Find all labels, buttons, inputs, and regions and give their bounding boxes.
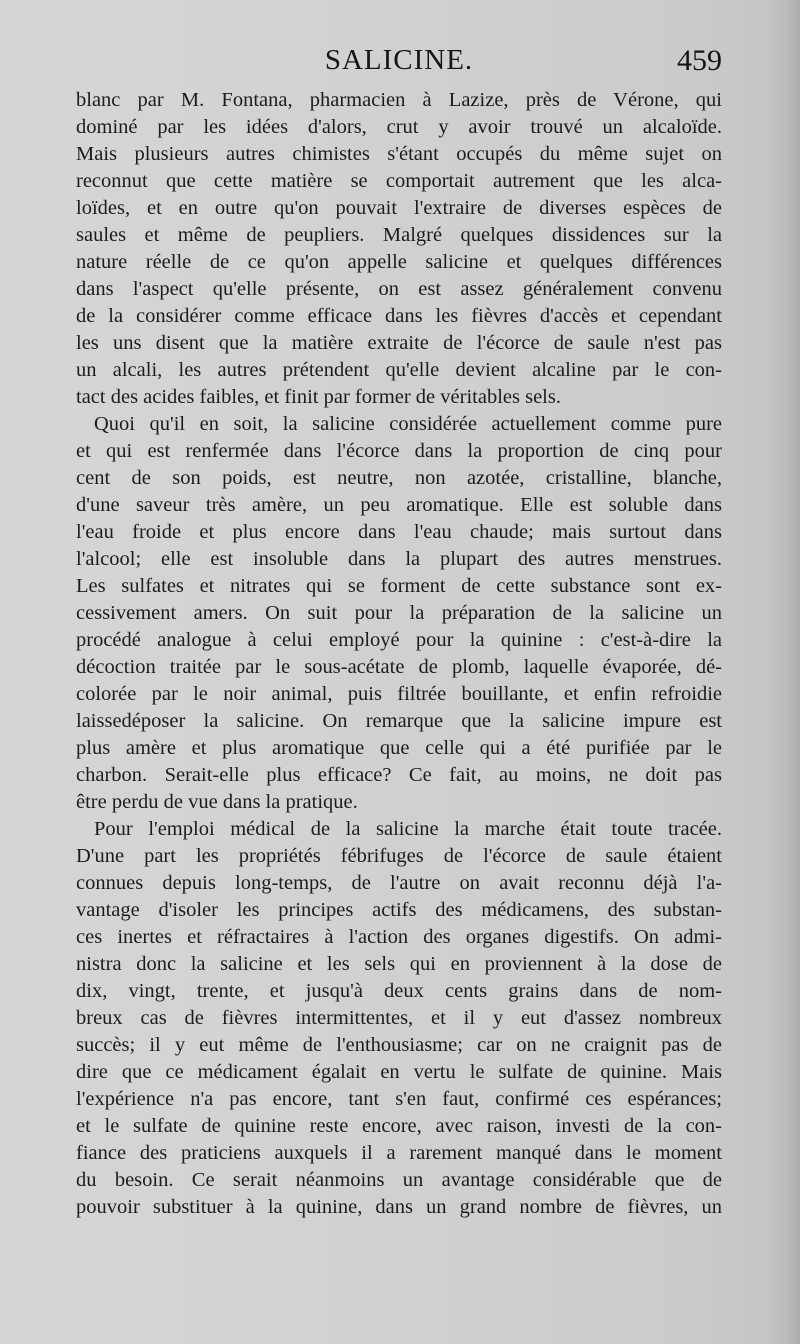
paragraph bbox=[76, 411, 722, 816]
text-line: connues depuis long-temps, de l'autre on avait reconnu déjà l'a- bbox=[76, 872, 722, 894]
text-line: colorée par le noir animal, puis filtrée bouillante, et enfin refroidie bbox=[76, 683, 722, 705]
text-line: breux cas de fièvres intermittentes, et il y eut d'assez nombreux bbox=[76, 1007, 722, 1029]
text-line: dans l'aspect qu'elle présente, on est assez généralement convenu bbox=[76, 278, 722, 300]
text-line: charbon. Serait-elle plus efficace? Ce fait, au moins, ne doit pas bbox=[76, 764, 722, 786]
body-text bbox=[76, 87, 722, 1221]
text-line: l'alcool; elle est insoluble dans la plupart des autres menstrues. bbox=[76, 548, 722, 570]
paragraph bbox=[76, 816, 722, 1221]
text-line: de la considérer comme efficace dans les fièvres d'accès et cependant bbox=[76, 305, 722, 327]
text-line: fiance des praticiens auxquels il a rarement manqué dans le moment bbox=[76, 1142, 722, 1164]
text-line: décoction traitée par le sous-acétate de plomb, laquelle évaporée, dé- bbox=[76, 656, 722, 678]
text-line: reconnut que cette matière se comportait autrement que les alca- bbox=[76, 170, 722, 192]
text-line: pouvoir substituer à la quinine, dans un grand nombre de fièvres, un bbox=[76, 1196, 722, 1218]
text-line: cessivement amers. On suit pour la préparation de la salicine un bbox=[76, 602, 722, 624]
text-line: dominé par les idées d'alors, crut y avoir trouvé un alcaloïde. bbox=[76, 116, 722, 138]
text-line: Quoi qu'il en soit, la salicine considérée actuellement comme pure bbox=[94, 413, 722, 435]
text-line: vantage d'isoler les principes actifs des médicamens, des substan- bbox=[76, 899, 722, 921]
text-line: les uns disent que la matière extraite de l'écorce de saule n'est pas bbox=[76, 332, 722, 354]
text-line: et qui est renfermée dans l'écorce dans la proportion de cinq pour bbox=[76, 440, 722, 462]
text-line: dire que ce médicament égalait en vertu le sulfate de quinine. Mais bbox=[76, 1061, 722, 1083]
text-line: saules et même de peupliers. Malgré quelques dissidences sur la bbox=[76, 224, 722, 246]
text-line: être perdu de vue dans la pratique. bbox=[76, 791, 358, 813]
text-line: succès; il y eut même de l'enthousiasme; car on ne craignit pas de bbox=[76, 1034, 722, 1056]
text-line: l'eau froide et plus encore dans l'eau chaude; mais surtout dans bbox=[76, 521, 722, 543]
text-line: blanc par M. Fontana, pharmacien à Lazize, près de Vérone, qui bbox=[76, 89, 722, 111]
text-line: procédé analogue à celui employé pour la quinine : c'est-à-dire la bbox=[76, 629, 722, 651]
running-title: SALICINE. bbox=[324, 44, 474, 76]
text-line: dix, vingt, trente, et jusqu'à deux cents grains dans de nom- bbox=[76, 980, 722, 1002]
text-line: Les sulfates et nitrates qui se forment de cette substance sont ex- bbox=[76, 575, 722, 597]
page-edge-shadow bbox=[764, 0, 800, 1344]
text-line: D'une part les propriétés fébrifuges de l'écorce de saule étaient bbox=[76, 845, 722, 867]
text-line: cent de son poids, est neutre, non azotée, cristalline, blanche, bbox=[76, 467, 722, 489]
text-line: un alcali, les autres prétendent qu'elle devient alcaline par le con- bbox=[76, 359, 722, 381]
text-line: Pour l'emploi médical de la salicine la marche était toute tracée. bbox=[94, 818, 722, 840]
paragraph bbox=[76, 87, 722, 411]
text-line: Mais plusieurs autres chimistes s'étant occupés du même sujet on bbox=[76, 143, 722, 165]
text-line: du besoin. Ce serait néanmoins un avantage considérable que de bbox=[76, 1169, 722, 1191]
text-line: ces inertes et réfractaires à l'action des organes digestifs. On admi- bbox=[76, 926, 722, 948]
text-line: nistra donc la salicine et les sels qui en proviennent à la dose de bbox=[76, 953, 722, 975]
text-line: l'expérience n'a pas encore, tant s'en faut, confirmé ces espérances; bbox=[76, 1088, 722, 1110]
text-line: tact des acides faibles, et finit par former de véritables sels. bbox=[76, 386, 561, 408]
page-number: 459 bbox=[677, 44, 722, 77]
text-line: laissedéposer la salicine. On remarque que la salicine impure est bbox=[76, 710, 722, 732]
text-line: plus amère et plus aromatique que celle qui a été purifiée par le bbox=[76, 737, 722, 759]
text-line: d'une saveur très amère, un peu aromatique. Elle est soluble dans bbox=[76, 494, 722, 516]
text-line: et le sulfate de quinine reste encore, avec raison, investi de la con- bbox=[76, 1115, 722, 1137]
text-line: loïdes, et en outre qu'on pouvait l'extraire de diverses espèces de bbox=[76, 197, 722, 219]
running-head bbox=[76, 44, 722, 84]
text-line: nature réelle de ce qu'on appelle salicine et quelques différences bbox=[76, 251, 722, 273]
